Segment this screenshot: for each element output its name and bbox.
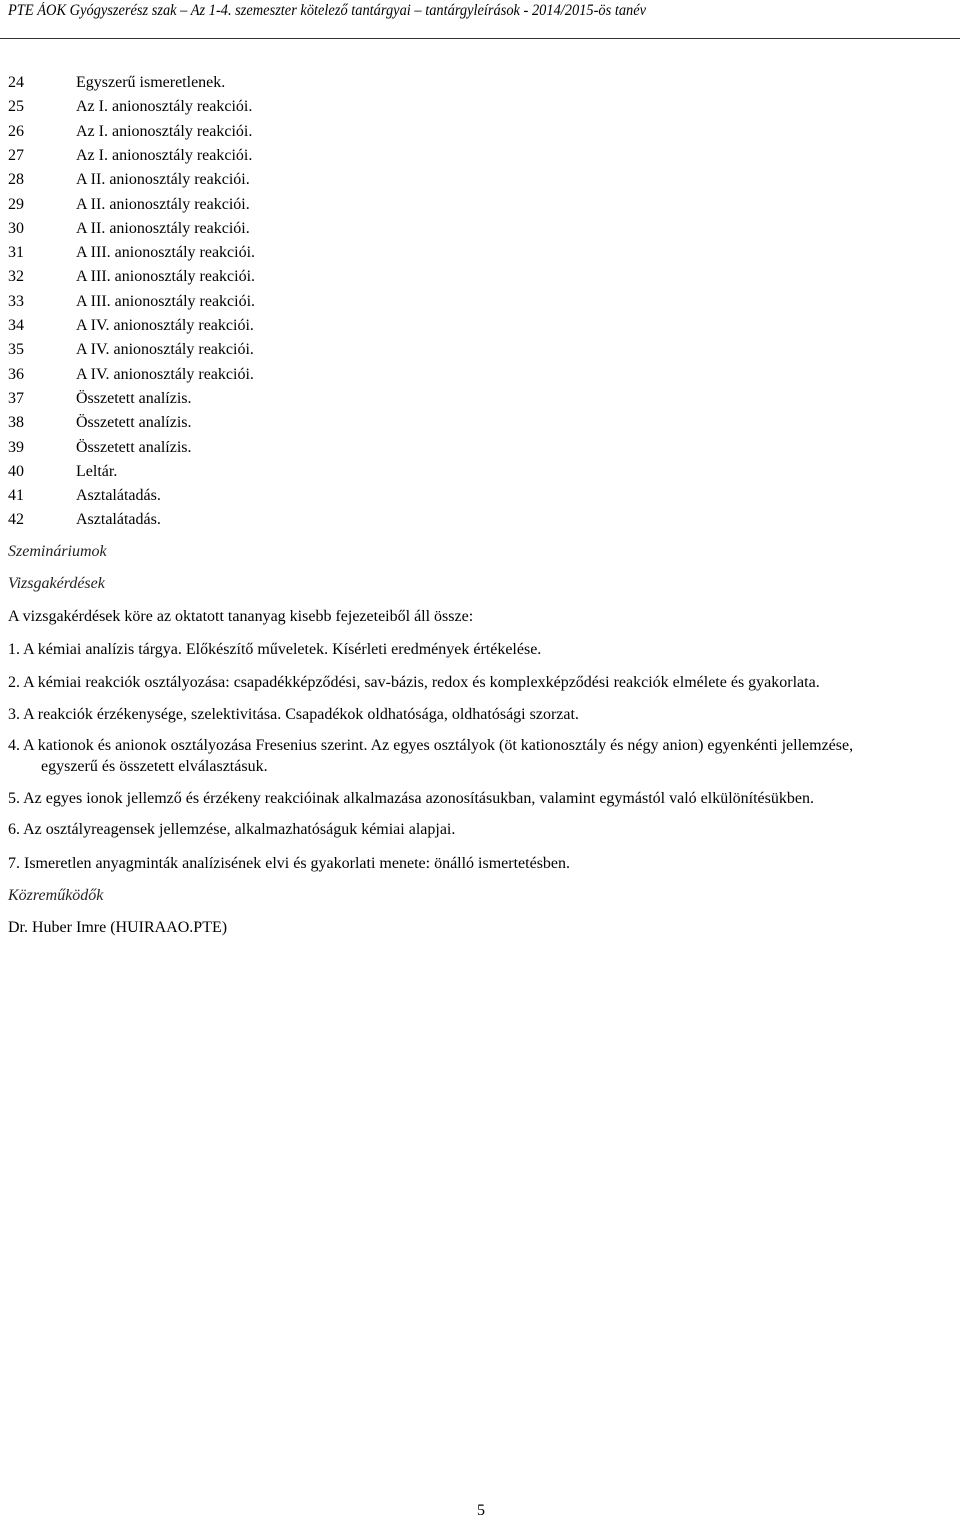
row-topic: A III. anionosztály reakciói. [76,292,256,310]
row-number: 37 [8,389,24,407]
exam-question [8,788,958,809]
contributor-name: Dr. Huber Imre (HUIRAAO.PTE) [8,919,228,936]
row-topic: A II. anionosztály reakciói. [76,171,250,189]
header-rule [0,38,960,39]
row-number: 27 [8,146,24,164]
section-contributors: Közreműködők [8,887,104,904]
row-number: 29 [8,195,24,213]
exam-intro: A vizsgakérdések köre az oktatott tananyag kisebb fejezeteiből áll össze: [8,608,474,625]
question-continuation: egyszerű és összetett elválasztásuk. [41,758,268,775]
exam-question [8,704,958,725]
running-header: PTE ÁOK Gyógyszerész szak – Az 1-4. szemeszter kötelező tantárgyai – tantárgyleírások - 2014/2015-ös tanév [8,2,647,19]
row-number: 39 [8,438,24,456]
row-topic: Összetett analízis. [76,389,192,407]
row-number: 40 [8,462,24,480]
row-number: 35 [8,341,24,359]
question-text: 6. Az osztályreagensek jellemzése, alkalmazhatóságuk kémiai alapjai. [8,821,456,838]
row-number: 28 [8,171,24,189]
section-seminars: Szemináriumok [8,543,107,560]
row-number: 30 [8,219,24,237]
question-text: 1. A kémiai analízis tárgya. Előkészítő műveletek. Kísérleti eredmények értékelése. [8,641,542,658]
row-topic: A II. anionosztály reakciói. [76,195,250,213]
question-text: 7. Ismeretlen anyagminták analízisének elvi és gyakorlati menete: önálló ismertetésben. [8,855,571,872]
row-number: 26 [8,122,24,140]
row-topic: A IV. anionosztály reakciói. [76,341,254,359]
row-topic: A III. anionosztály reakciói. [76,268,256,286]
row-topic: Összetett analízis. [76,414,192,432]
section-exam-questions: Vizsgakérdések [8,575,105,592]
row-number: 32 [8,268,24,286]
exam-question [8,672,958,693]
row-topic: Leltár. [76,462,118,480]
row-number: 41 [8,487,24,505]
row-number: 36 [8,365,24,383]
row-number: 42 [8,511,24,529]
row-number: 38 [8,414,24,432]
question-text: 5. Az egyes ionok jellemző és érzékeny reakcióinak alkalmazása azonosításukban, valamint egymástól való elkülönítésükben. [8,790,814,807]
exam-question [8,853,958,874]
row-topic: Az I. anionosztály reakciói. [76,98,253,116]
question-text: 4. A kationok és anionok osztályozása Fresenius szerint. Az egyes osztályok (öt kationosztály és négy anion) egyenkénti jellemzése, [8,737,854,754]
exam-question [8,639,958,660]
row-topic: Asztalátadás. [76,511,161,529]
row-topic: Egyszerű ismeretlenek. [76,74,226,91]
row-topic: Összetett analízis. [76,438,192,456]
exam-question [8,819,958,840]
row-topic: Az I. anionosztály reakciói. [76,122,253,140]
row-topic: Asztalátadás. [76,487,161,505]
row-number: 31 [8,244,24,262]
question-text: 3. A reakciók érzékenysége, szelektivitása. Csapadékok oldhatósága, oldhatósági szorzat. [8,706,579,723]
page-number: 5 [477,1502,485,1519]
row-number: 33 [8,292,24,310]
row-number: 24 [8,74,24,91]
row-topic: A IV. anionosztály reakciói. [76,317,254,334]
row-topic: Az I. anionosztály reakciói. [76,146,253,164]
question-text: 2. A kémiai reakciók osztályozása: csapadékképződési, sav-bázis, redox és komplexképződési reakciók elmélete és gyakorlata. [8,674,820,691]
row-number: 25 [8,98,24,116]
row-topic: A III. anionosztály reakciói. [76,244,256,262]
row-topic: A II. anionosztály reakciói. [76,219,250,237]
row-topic: A IV. anionosztály reakciói. [76,365,254,383]
exam-question [8,735,958,777]
row-number: 34 [8,317,24,334]
